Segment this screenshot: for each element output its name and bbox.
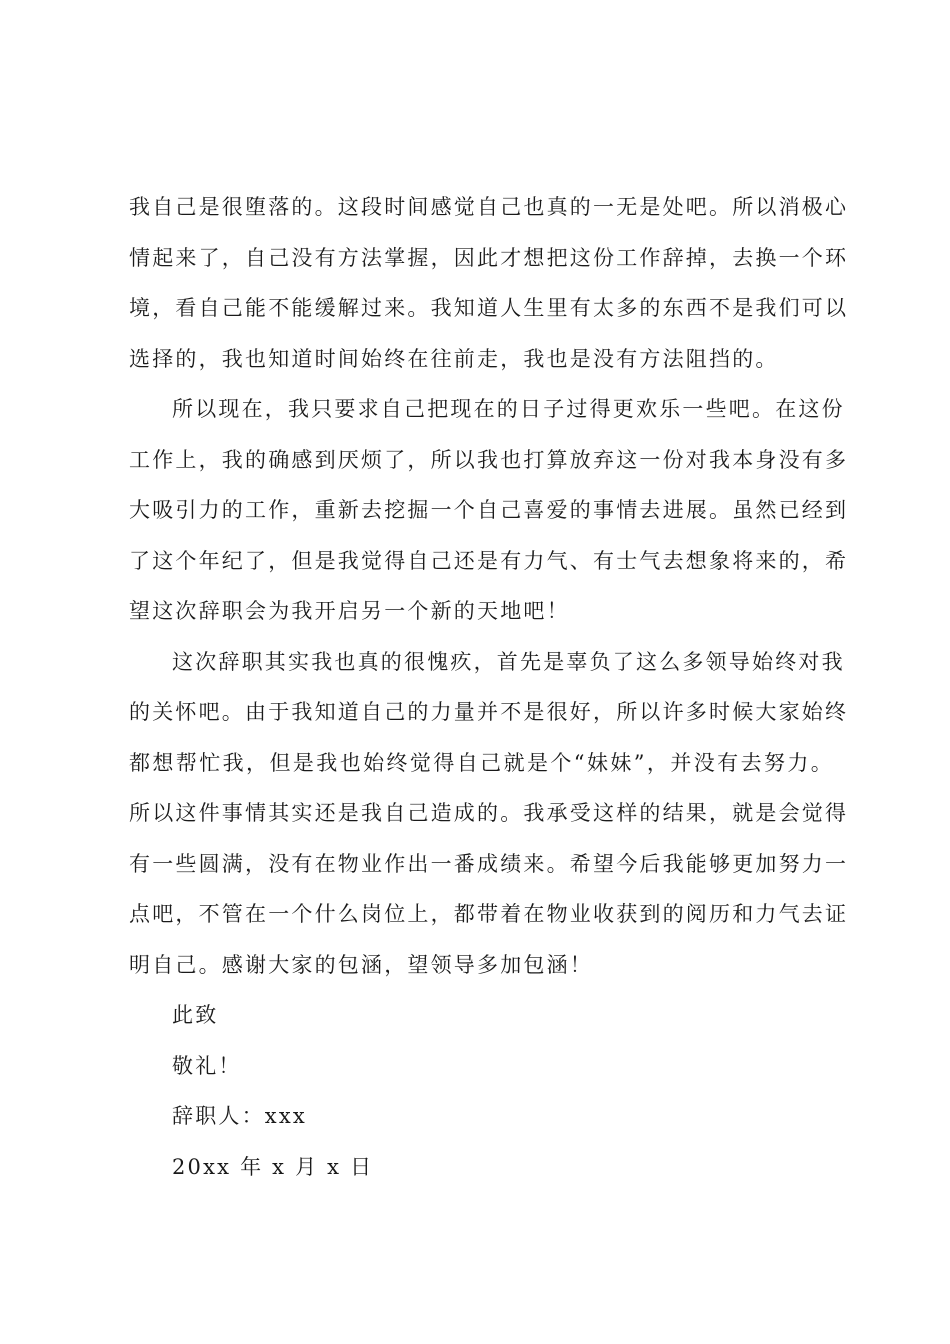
text-line: 境，看自己能不能缓解过来。我知道人生里有太多的东西不是我们可以 [129,296,849,320]
paragraph-2 [129,384,849,637]
text-line: 情起来了，自己没有方法掌握，因此才想把这份工作辞掉，去换一个环 [129,245,849,270]
text-line: 的关怀吧。由于我知道自己的力量并不是很好，所以许多时候大家始终 [129,700,849,724]
text-line: 都想帮忙我，但是我也始终觉得自己就是个“妹妹”，并没有去努力。 [129,750,834,775]
text-line: 所以这件事情其实还是我自己造成的。我承受这样的结果，就是会觉得 [129,801,849,825]
letter-closing [129,990,834,1192]
text-line: 我自己是很堕落的。这段时间感觉自己也真的一无是处吧。所以消极心 [129,195,849,219]
text-line: 有一些圆满，没有在物业作出一番成绩来。希望今后我能够更加努力一 [129,851,849,876]
paragraph-1 [129,182,849,384]
salutation: 此致 [172,1003,219,1027]
text-line: 大吸引力的工作，重新去挖掘一个自己喜爱的事情去进展。虽然已经到 [129,498,849,522]
text-line: 点吧，不管在一个什么岗位上，都带着在物业收获到的阅历和力气去证 [129,902,849,926]
text-line: 工作上，我的确感到厌烦了，所以我也打算放弃这一份对我本身没有多 [129,447,849,472]
text-line: 选择的，我也知道时间始终在往前走，我也是没有方法阻挡的。 [129,346,779,371]
text-line: 了这个年纪了，但是我觉得自己还是有力气、有士气去想象将来的，希 [129,548,849,573]
signer-line: 辞职人：xxx [172,1104,307,1128]
text-line: 望这次辞职会为我开启另一个新的天地吧！ [129,599,570,623]
letter-body [129,182,849,1192]
paragraph-3 [129,637,849,991]
text-line: 明自己。感谢大家的包涵，望领导多加包涵！ [129,952,593,977]
respect-line: 敬礼！ [172,1053,242,1078]
date-line: 20xx 年 x 月 x 日 [172,1154,374,1179]
text-line: 这次辞职其实我也真的很愧疚，首先是辜负了这么多领导始终对我 [172,649,845,674]
text-line: 所以现在，我只要求自己把现在的日子过得更欢乐一些吧。在这份 [172,397,845,421]
